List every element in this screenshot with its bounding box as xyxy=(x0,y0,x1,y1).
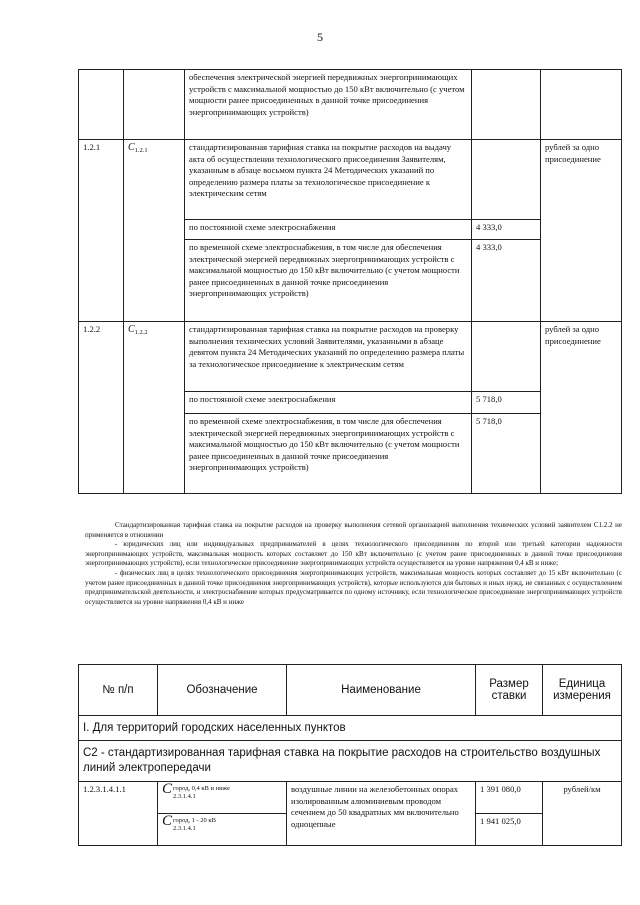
row-description: обеспечения электрической энергией передвижных энергопринимающих устройств с максимальной мощностью до 150 кВт включительно (с учетом мощности ранее присоединенных в данной точке присоединения энергопринимающих устройств) xyxy=(185,70,472,140)
header-num: № п/п xyxy=(79,665,158,716)
row-number: 1.2.3.1.4.1.1 xyxy=(79,782,158,846)
table-row xyxy=(79,782,622,814)
rates-table xyxy=(78,664,622,846)
row-description: стандартизированная тарифная ставка на покрытие расходов на проверку выполнения технических условий Заявителями, указанными в абзаце девятом пункта 24 Методических указаний по определению размера платы за технологическое присоединение к электрическим сетям xyxy=(185,322,472,392)
row-value: 5 718,0 xyxy=(472,414,541,494)
table-header-row xyxy=(79,665,622,716)
row-description: по временной схеме электроснабжения, в том числе для обеспечения электрической энергией передвижных энергопринимающих устройств с максимальной мощностью до 150 кВт включительно (с учетом мощности ранее присоединенных в данной точке присоединения энергопринимающих устройств) xyxy=(185,414,472,494)
page-number: 5 xyxy=(317,30,323,44)
row-description: по постоянной схеме электроснабжения xyxy=(185,392,472,414)
footnote-intro: Стандартизированная тарифная ставка на покрытие расходов на проверку выполнения сетевой организацией выполнения технических условий заявителем С1.2.2 не применяется в отношении xyxy=(85,521,622,539)
row-symbol: Cгород, 1 - 20 кВ 2.3.1.4.1 xyxy=(158,814,287,846)
row-description: по временной схеме электроснабжения, в том числе для обеспечения электрической энергией передвижных энергопринимающих устройств с максимальной мощностью до 150 кВт включительно (с учетом мощности ранее присоединенных в данной точке присоединения энергопринимающих устройств) xyxy=(185,240,472,322)
table-row xyxy=(79,70,622,140)
row-number: 1.2.1 xyxy=(79,140,124,322)
row-value: 4 333,0 xyxy=(472,240,541,322)
header-name: Наименование xyxy=(287,665,476,716)
row-value: 1 391 080,0 xyxy=(476,782,543,814)
row-symbol: $C_{1.2.1}$ xyxy=(124,140,185,322)
subsection-title: C2 - стандартизированная тарифная ставка на покрытие расходов на строительство воздушных линий электропередачи xyxy=(79,741,622,782)
row-description: стандартизированная тарифная ставка на покрытие расходов на выдачу акта об осуществлении технологического присоединения Заявителям, указанным в абзаце восьмом пункта 24 Методических указаний по определению размера платы за технологическое присоединение к электрическим сетям xyxy=(185,140,472,220)
row-unit: рублей за одно присоединение xyxy=(541,322,622,494)
header-designation: Обозначение xyxy=(158,665,287,716)
row-description: воздушные линии на железобетонных опорах изолированным алюминиевым проводом сечением до 50 квадратных мм включительно одноцепные xyxy=(287,782,476,846)
footnote-block xyxy=(85,521,622,607)
header-rate: Размер ставки xyxy=(476,665,543,716)
row-description: по постоянной схеме электроснабжения xyxy=(185,220,472,240)
row-value: 4 333,0 xyxy=(472,220,541,240)
row-unit: рублей/км xyxy=(543,782,622,846)
row-unit: рублей за одно присоединение xyxy=(541,140,622,322)
row-value: 5 718,0 xyxy=(472,392,541,414)
table-row xyxy=(79,322,622,392)
section-row xyxy=(79,716,622,741)
row-symbol: Cгород, 0,4 кВ и ниже 2.3.1.4.1 xyxy=(158,782,287,814)
row-symbol: $C_{1.2.2}$ xyxy=(124,322,185,494)
tariff-table-continued xyxy=(78,69,622,494)
subsection-row xyxy=(79,741,622,782)
table-row xyxy=(79,140,622,220)
row-number: 1.2.2 xyxy=(79,322,124,494)
footnote-item: - юридических лиц или индивидуальных предпринимателей в целях технологического присоединения по второй или третьей категории надежности энергопринимающих устройств, максимальная мощность которых составляет до 150 кВт включительно (с учетом ранее присоединенных в данной точке присоединения энергопринимающих устройств), если технологическое присоединение энергопринимающих устройств осуществляется на уровне напряжения 0,4 кВ и ниже; xyxy=(85,540,622,568)
section-title: I. Для территорий городских населенных пунктов xyxy=(79,716,622,741)
footnote-item: - физических лиц в целях технологического присоединения энергопринимающих устройств, максимальная мощность которых составляет до 15 кВт включительно (с учетом ранее присоединенных в данной точке присоединения энергопринимающих устройств), которые используются для бытовых и иных нужд, не связанных с осуществлением предпринимательской деятельности, и электроснабжение которых предусматривается по одному источнику, если технологическое присоединение энергопринимающих устройств осуществляется на уровне напряжения 0,4 кВ и ниже xyxy=(85,568,622,606)
row-value: 1 941 025,0 xyxy=(476,814,543,846)
header-unit: Единица измерения xyxy=(543,665,622,716)
